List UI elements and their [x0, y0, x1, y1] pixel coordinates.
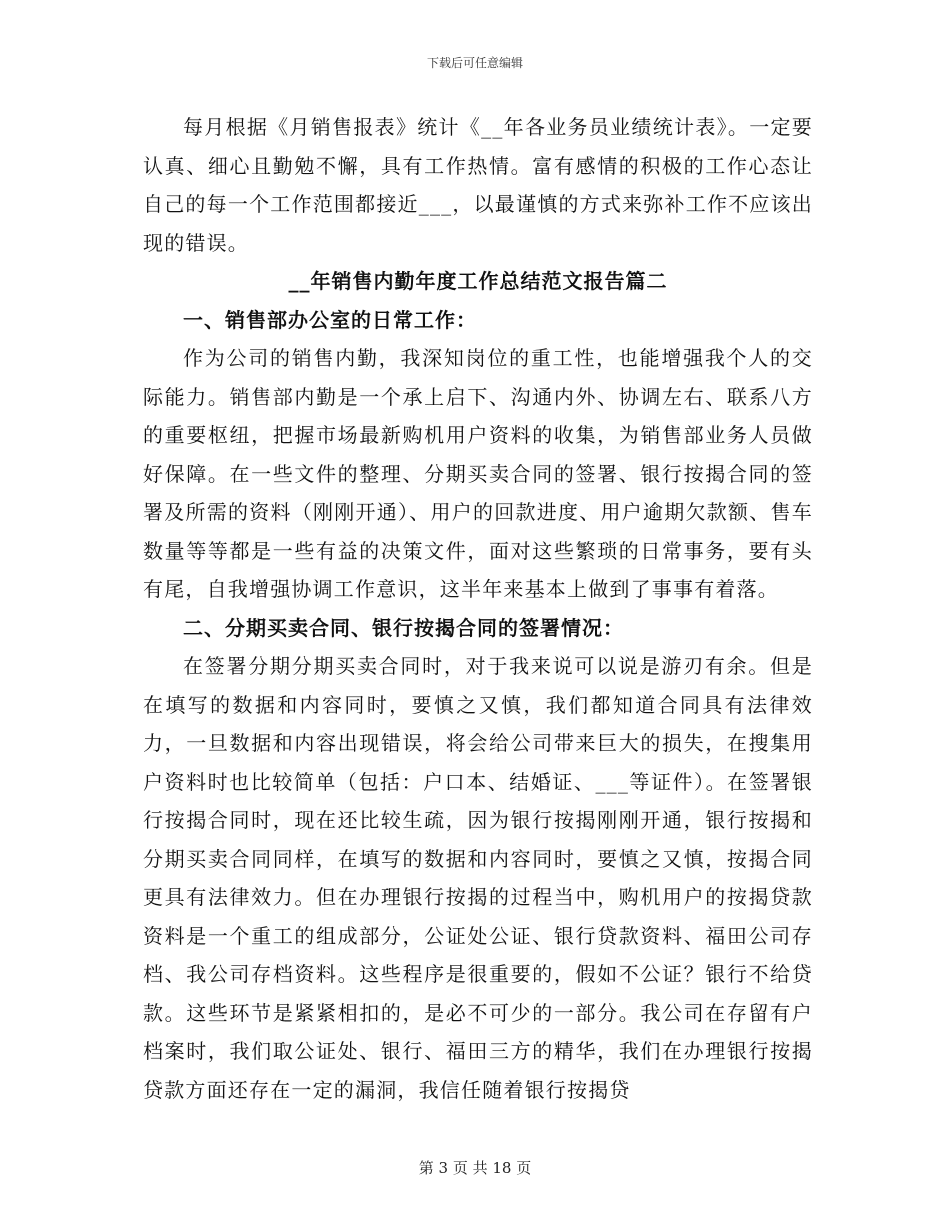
page-number: 第 3 页 共 18 页	[418, 1159, 532, 1177]
heading-1: 一、销售部办公室的日常工作：	[183, 307, 477, 332]
section-title: __年销售内勤年度工作总结范文报告篇二	[288, 269, 668, 293]
paragraph-2: 作为公司的销售内勤，我深知岗位的重工性，也能增强我个人的交际能力。销售部内勤是一个承上启下、沟通内外、协调左右、联系八方的重要枢纽，把握市场最新购机用户资料的收集，为销售部业务人员做好保障。在一些文件的整理、分期买卖合同的签署、银行按揭合同的签署及所需的资料（刚刚开通）、用户的回款进度、用户逾期欠款额、售车数量等等都是一些有益的决策文件，面对这些繁琐的日常事务，要有头有尾，自我增强协调工作意识，这半年来基本上做到了事事有着落。	[143, 346, 813, 601]
document-body	[143, 108, 813, 1109]
paragraph-1: 每月根据《月销售报表》统计《__年各业务员业绩统计表》。一定要认真、细心且勤勉不懈，具有工作热情。富有感情的积极的工作心态让自己的每一个工作范围都接近___，以最谨慎的方式来弥补工作不应该出现的错误。	[143, 115, 813, 255]
header-note: 下载后可任意编辑	[426, 56, 523, 70]
heading-2: 二、分期买卖合同、银行按揭合同的签署情况：	[183, 615, 624, 640]
paragraph-3: 在签署分期分期买卖合同时，对于我来说可以说是游刃有余。但是在填写的数据和内容同时，要慎之又慎，我们都知道合同具有法律效力，一旦数据和内容出现错误，将会给公司带来巨大的损失，在搜集用户资料时也比较简单（包括：户口本、结婚证、___等证件）。在签署银行按揭合同时，现在还比较生疏，因为银行按揭刚刚开通，银行按揭和分期买卖合同同样，在填写的数据和内容同时，要慎之又慎，按揭合同更具有法律效力。但在办理银行按揭的过程当中，购机用户的按揭贷款资料是一个重工的组成部分，公证处公证、银行贷款资料、福田公司存档、我公司存档资料。这些程序是很重要的，假如不公证？银行不给贷款。这些环节是紧紧相扣的，是必不可少的一部分。我公司在存留有户档案时，我们取公证处、银行、福田三方的精华，我们在办理银行按揭贷款方面还存在一定的漏洞，我信任随着银行按揭贷	[143, 654, 813, 1102]
